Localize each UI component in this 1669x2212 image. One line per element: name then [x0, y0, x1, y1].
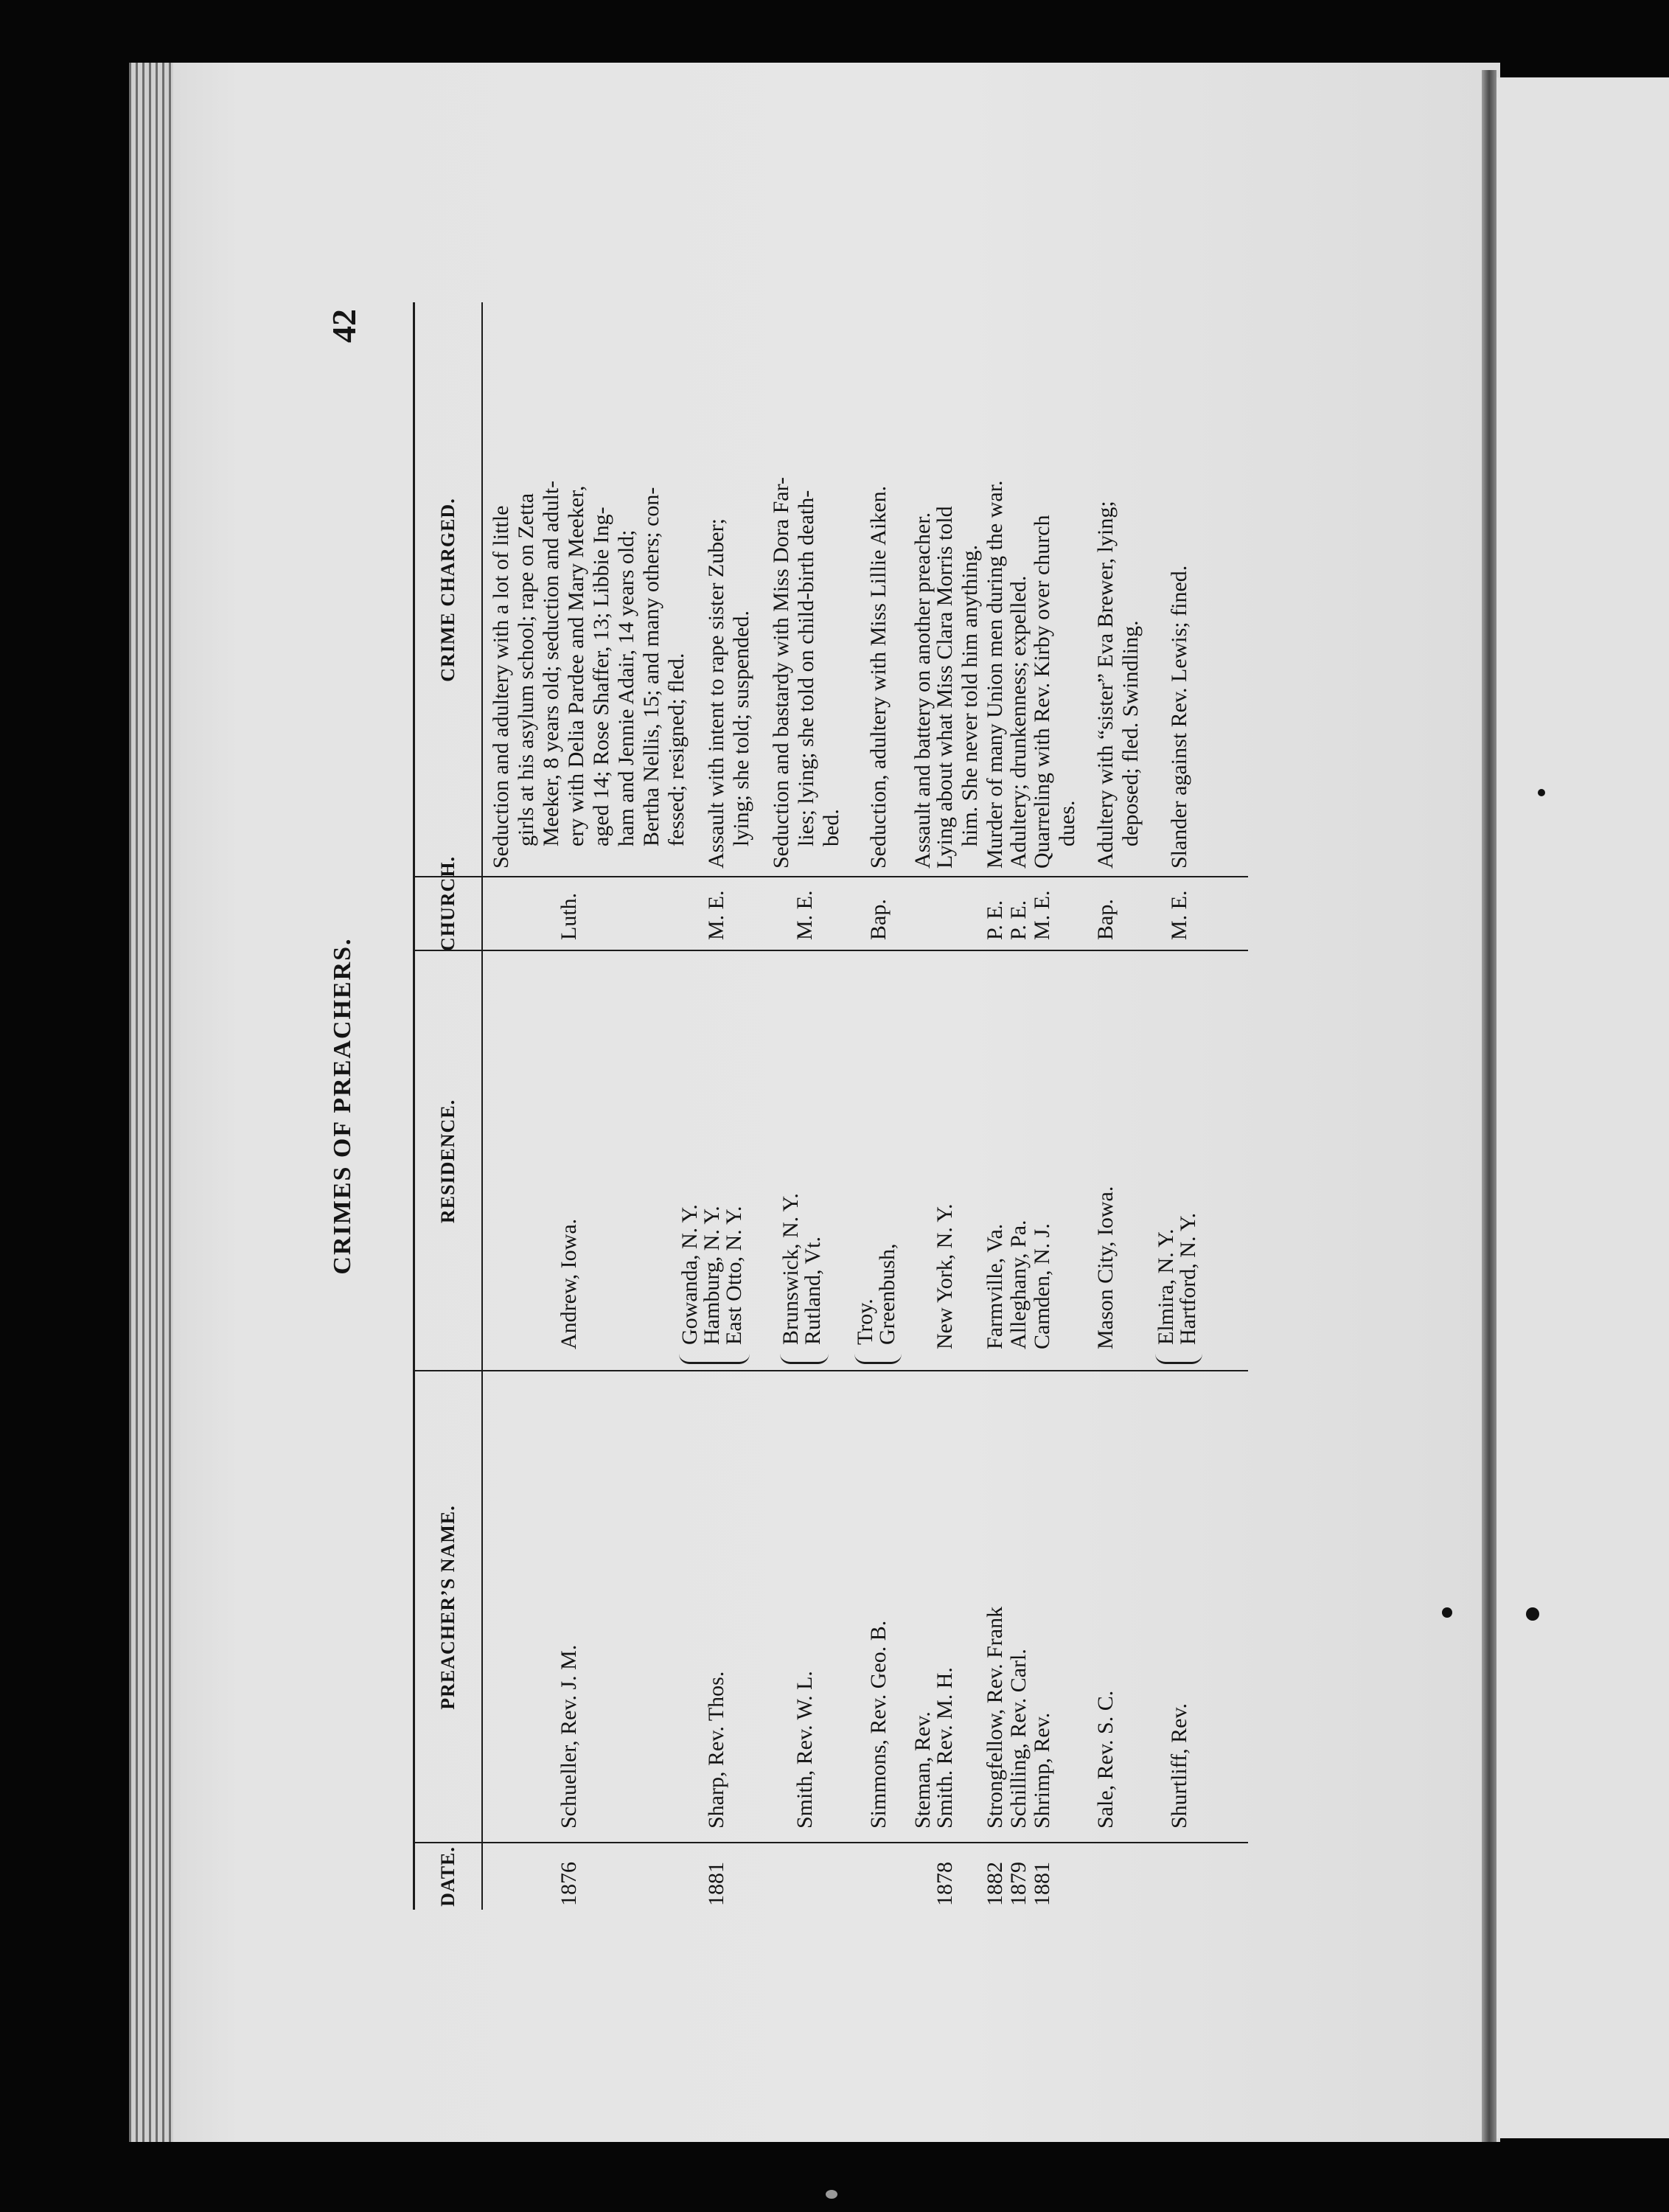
table-cell-crime	[910, 286, 935, 869]
crime-line: Quarreling with Rev. Kirby over church	[1030, 515, 1054, 869]
residence-brace-group	[679, 1204, 750, 1364]
table-cell-residence: Troy.	[853, 1298, 877, 1345]
table-cell-crime	[1030, 286, 1080, 869]
crime-line: Murder of many Union men during the war.	[983, 480, 1007, 869]
book-gutter	[1482, 70, 1496, 2142]
scan-speck	[1526, 1607, 1539, 1621]
crime-line: ery with Delia Pardee and Mary Meeker,	[564, 485, 588, 846]
brace-mark	[679, 1350, 750, 1364]
running-title: CRIMES OF PREACHERS.	[329, 937, 356, 1275]
table-cell-date: 1878	[933, 1862, 957, 1906]
table-cell-crime	[704, 286, 754, 869]
table-cell-crime	[489, 286, 689, 869]
facing-page-edge	[1496, 77, 1669, 2138]
table-cell-name: Schueller, Rev. J. M.	[557, 1644, 581, 1829]
crime-line: Assault with intent to rape sister Zuber;	[704, 518, 728, 869]
page-number: 42	[325, 309, 363, 343]
table-cell-name: Shurtliff, Rev.	[1167, 1703, 1191, 1829]
column-header-date: DATE.	[415, 1843, 483, 1910]
table-cell-residence: East Otto, N. Y.	[722, 1206, 746, 1345]
crime-line: Seduction, adultery with Miss Lillie Aiken.	[866, 485, 891, 869]
brace-mark	[854, 1350, 902, 1364]
crime-line: ham and Jennie Adair, 14 years old;	[614, 529, 638, 846]
table-cell-date: 1879	[1006, 1862, 1031, 1906]
table-cell-name: Schilling, Rev. Carl.	[1006, 1649, 1031, 1829]
column-header-residence: RESIDENCE.	[415, 951, 483, 1371]
table-cell-residence: Mason City, Iowa.	[1093, 1186, 1118, 1349]
table-cell-residence: Camden, N. J.	[1030, 1223, 1054, 1349]
table-cell-name: Sharp, Rev. Thos.	[704, 1671, 728, 1829]
table-cell-church: M. E.	[1167, 890, 1191, 940]
table-cell-crime	[983, 286, 1008, 869]
crime-line: fessed; resigned; fled.	[664, 653, 689, 846]
table-cell-church: Luth.	[557, 892, 581, 940]
scan-speck	[826, 2190, 837, 2199]
crime-line: Meeker, 8 years old; seduction and adult-	[539, 480, 563, 846]
crime-line: Slander against Rev. Lewis; fined.	[1167, 565, 1191, 869]
table-cell-name: Sale, Rev. S. C.	[1093, 1690, 1118, 1829]
table-cell-church: M. E.	[792, 890, 817, 940]
column-header-name: PREACHER’S NAME.	[415, 1371, 483, 1843]
table-cell-residence: Hartford, N. Y.	[1176, 1212, 1200, 1345]
crime-line: Lying about what Miss Clara Morris told	[933, 506, 957, 869]
crime-line: girls at his asylum school; rape on Zetta	[514, 493, 538, 846]
crime-line: Adultery with “sister” Eva Brewer, lying;	[1093, 501, 1118, 869]
table-cell-date: 1882	[983, 1862, 1007, 1906]
crime-line: lying; she told; suspended.	[729, 611, 753, 846]
crime-line: Seduction and adultery with a lot of little	[489, 505, 513, 869]
table-cell-residence: Farmville, Va.	[983, 1223, 1007, 1349]
table-cell-crime	[1167, 286, 1192, 869]
page-header	[324, 302, 376, 1910]
table-cell-residence: Alleghany, Pa.	[1006, 1220, 1031, 1349]
table-cell-name: Simmons, Rev. Geo. B.	[866, 1620, 891, 1829]
column-rule	[415, 1842, 1248, 1843]
table-cell-name: Shrimp, Rev.	[1030, 1712, 1054, 1829]
table-cell-residence: Greenbush,	[875, 1243, 899, 1345]
table-cell-crime	[1093, 286, 1143, 869]
table-cell-date: 1881	[704, 1862, 728, 1906]
column-rule	[415, 876, 1248, 877]
table-cell-date: 1881	[1030, 1862, 1054, 1906]
table-cell-church: M. E.	[1030, 890, 1054, 940]
table-cell-crime	[866, 286, 891, 869]
table-cell-crime	[1006, 286, 1031, 869]
table-cell-residence: Elmira, N. Y.	[1154, 1228, 1178, 1345]
crime-line: Assault and battery on another preacher.	[910, 512, 935, 869]
table-cell-name: Steman, Rev.	[910, 1711, 935, 1829]
brace-mark	[780, 1350, 829, 1364]
table-cell-church: Bap.	[1093, 899, 1118, 940]
table-cell-name: Strongfellow, Rev. Frank	[983, 1606, 1007, 1829]
crimes-table	[413, 302, 1248, 1910]
table-cell-church: P. E.	[983, 900, 1007, 940]
rotated-page-content	[324, 302, 1261, 1910]
crime-line: bed.	[819, 809, 843, 846]
table-cell-residence: Gowanda, N. Y.	[677, 1204, 702, 1345]
table-cell-residence: Andrew, Iowa.	[557, 1218, 581, 1349]
residence-brace-group	[854, 1244, 902, 1364]
table-cell-residence: Brunswick, N. Y.	[778, 1193, 803, 1345]
crime-line: aged 14; Rose Shaffer, 13; Libbie Ing-	[589, 507, 613, 846]
column-header-church: CHURCH.	[415, 877, 483, 951]
scan-speck	[1442, 1607, 1452, 1618]
table-cell-crime	[933, 286, 983, 869]
crime-line: lies; lying; she told on child-birth death-	[794, 490, 818, 846]
crime-line: dues.	[1055, 800, 1079, 846]
table-cell-residence: New York, N. Y.	[933, 1203, 957, 1349]
table-cell-name: Smith. Rev. M. H.	[933, 1667, 957, 1829]
page-edge-lines	[129, 63, 173, 2142]
column-header-crime: CRIME CHARGED.	[415, 302, 483, 877]
table-cell-church: Bap.	[866, 899, 891, 940]
crime-line: Bertha Nellis, 15; and many others; con-	[639, 487, 663, 846]
table-cell-name: Smith, Rev. W. L.	[792, 1671, 817, 1829]
table-cell-date: 1876	[557, 1862, 581, 1906]
table-cell-residence: Hamburg, N. Y.	[700, 1206, 724, 1345]
scan-speck	[1538, 789, 1545, 796]
residence-brace-group	[780, 1193, 829, 1364]
column-rule	[415, 1370, 1248, 1371]
table-cell-church: M. E.	[704, 890, 728, 940]
crime-line: Adultery; drunkenness; expelled.	[1006, 575, 1031, 869]
table-cell-residence: Rutland, Vt.	[801, 1237, 825, 1345]
crime-line: Seduction and bastardy with Miss Dora Far-	[769, 477, 793, 869]
table-cell-crime	[769, 286, 844, 869]
table-cell-church: P. E.	[1006, 900, 1031, 940]
crime-line: deposed; fled. Swindling.	[1118, 620, 1143, 846]
residence-brace-group	[1155, 1213, 1202, 1364]
column-rule	[415, 950, 1248, 951]
brace-mark	[1155, 1350, 1202, 1364]
crime-line: him. She never told him anything.	[958, 544, 982, 846]
